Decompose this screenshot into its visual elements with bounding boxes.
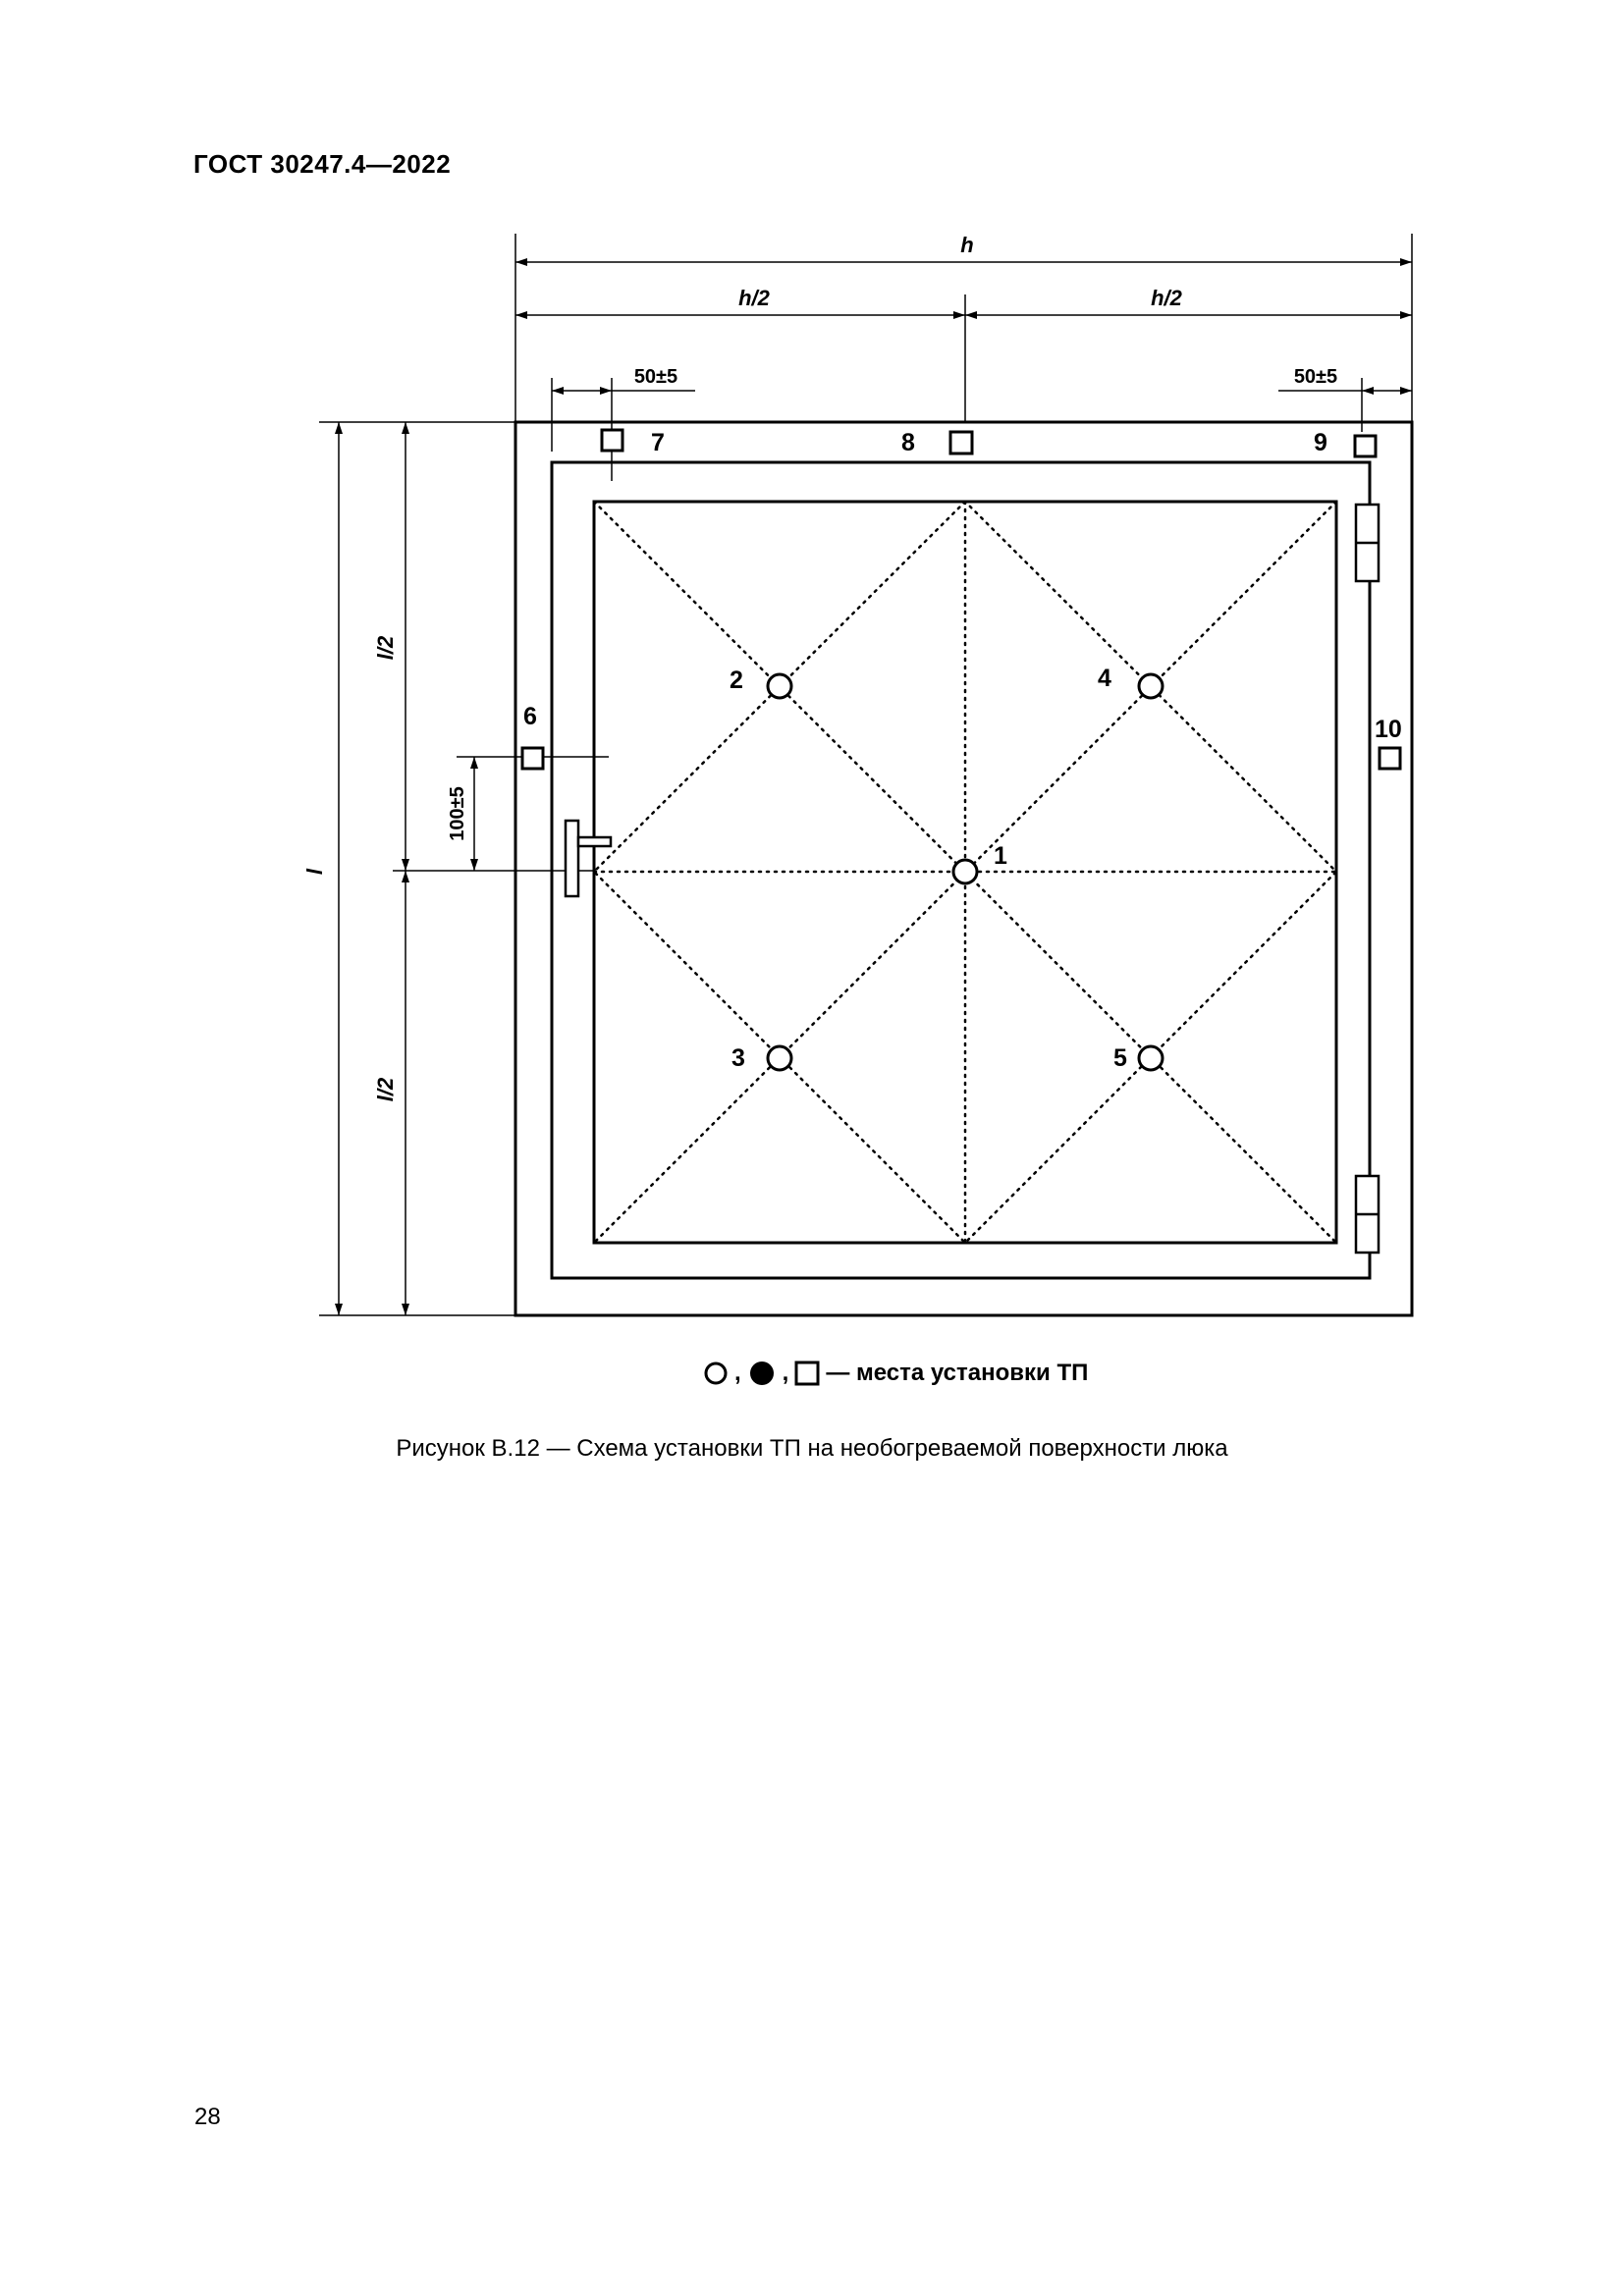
label-point-5: 5 [1113,1044,1127,1072]
open-circle-icon [703,1361,729,1386]
dimension-h-half [515,286,1412,422]
legend [703,1359,1088,1388]
tp-point-6 [522,748,543,769]
dimension-h [515,233,1412,422]
legend-separator-1: , [734,1360,741,1386]
label-point-7: 7 [651,429,665,456]
label-l-half-lower: l/2 [373,1077,398,1102]
square-icon [794,1361,820,1386]
tp-point-9 [1355,436,1376,456]
tp-point-3 [768,1046,791,1070]
tp-point-1 [953,860,977,883]
label-point-8: 8 [901,429,915,456]
label-point-4: 4 [1098,665,1111,692]
tp-point-7 [602,430,623,451]
tp-point-2 [768,674,791,698]
tp-point-10 [1380,748,1400,769]
label-point-6: 6 [523,703,537,730]
page-number: 28 [194,2104,221,2130]
label-l: l [302,868,327,876]
label-point-2: 2 [730,667,743,694]
filled-circle-icon [747,1359,777,1388]
dimension-100 [447,757,609,871]
dimension-l [302,422,515,1315]
label-l-half-upper: l/2 [373,635,398,661]
tp-point-4 [1139,674,1163,698]
handle [566,821,611,896]
label-point-9: 9 [1314,429,1327,456]
figure-caption: Рисунок В.12 — Схема установки ТП на необогреваемой поверхности люка [396,1435,1228,1462]
label-h-half-left: h/2 [738,286,770,310]
label-50-left: 50±5 [633,366,678,388]
label-point-3: 3 [731,1044,745,1072]
dimension-l-half [373,422,596,1315]
label-h-half-right: h/2 [1151,286,1182,310]
label-100: 100±5 [447,786,468,841]
legend-text: — места установки ТП [826,1360,1089,1386]
legend-separator-2: , [782,1360,789,1386]
tp-point-8 [950,432,972,454]
hinges [1356,505,1379,1253]
label-50-right: 50±5 [1293,366,1338,388]
label-point-1: 1 [994,842,1007,870]
label-h: h [960,233,974,257]
tp-point-5 [1139,1046,1163,1070]
label-point-10: 10 [1375,716,1402,743]
document-header: ГОСТ 30247.4—2022 [193,149,452,179]
